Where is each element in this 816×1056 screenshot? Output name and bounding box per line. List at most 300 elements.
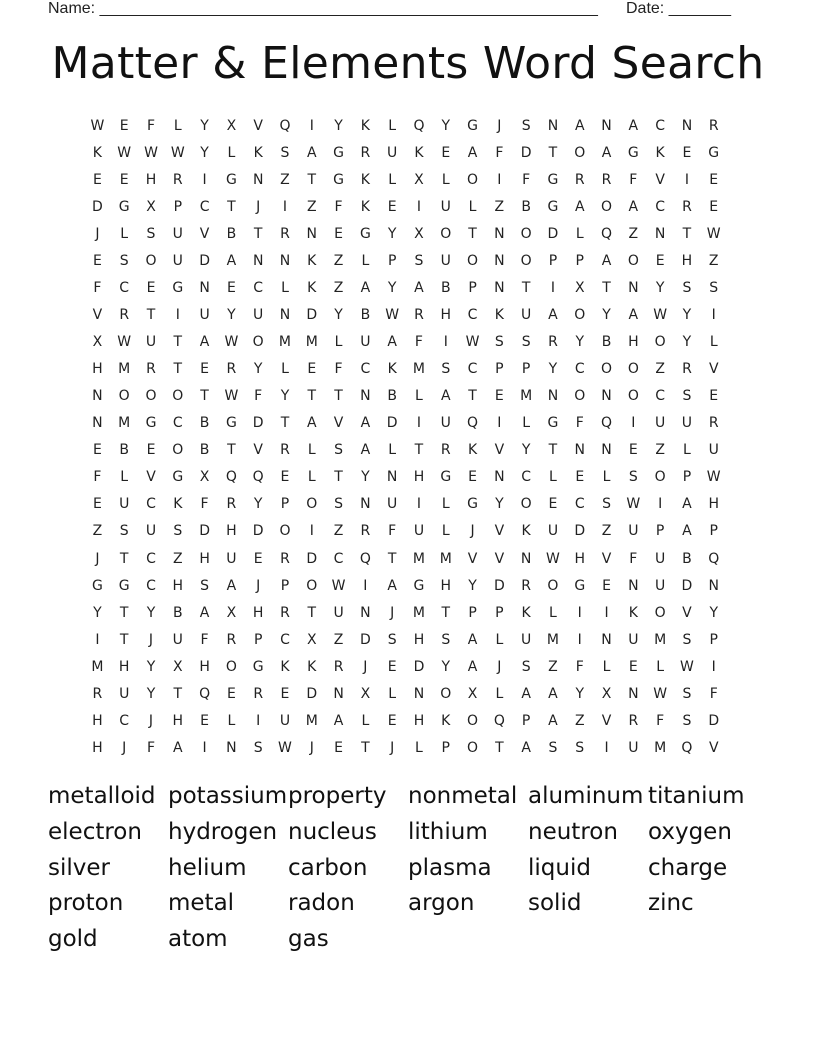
grid-letter[interactable]: N [333,685,344,702]
grid-letter[interactable]: B [601,334,612,351]
grid-letter[interactable]: L [227,712,236,729]
grid-letter[interactable]: O [520,496,532,513]
grid-letter[interactable]: R [119,307,130,324]
grid-letter[interactable]: M [91,658,104,675]
grid-letter[interactable]: P [495,361,504,378]
grid-letter[interactable]: L [388,685,397,702]
grid-letter[interactable]: T [253,226,263,243]
grid-letter[interactable]: I [497,415,502,432]
grid-letter[interactable]: D [252,415,264,432]
grid-letter[interactable]: E [226,280,236,297]
grid-letter[interactable]: E [334,226,343,243]
grid-letter[interactable]: E [682,145,692,162]
grid-letter[interactable]: C [119,712,130,729]
grid-letter[interactable]: N [574,442,585,459]
grid-letter[interactable]: H [172,577,184,594]
grid-letter[interactable]: T [307,388,317,405]
grid-letter[interactable]: W [706,226,721,243]
grid-letter[interactable]: F [93,280,102,297]
grid-letter[interactable]: O [172,442,184,459]
grid-letter[interactable]: E [709,199,719,216]
grid-letter[interactable]: V [708,361,719,378]
grid-letter[interactable]: U [655,550,666,567]
grid-letter[interactable]: O [467,712,479,729]
grid-letter[interactable]: T [468,226,477,243]
grid-letter[interactable]: F [334,199,343,216]
grid-letter[interactable]: M [439,550,452,567]
grid-letter[interactable]: F [495,145,504,162]
grid-letter[interactable]: L [415,739,423,756]
grid-letter[interactable]: A [628,118,639,134]
grid-letter[interactable]: U [119,685,130,702]
grid-letter[interactable]: E [92,496,102,513]
grid-letter[interactable]: P [468,280,477,297]
grid-letter[interactable]: Z [655,361,665,378]
grid-letter[interactable]: S [521,118,531,134]
grid-letter[interactable]: J [390,604,395,621]
grid-letter[interactable]: G [467,496,478,513]
grid-letter[interactable]: Y [200,145,209,162]
grid-letter[interactable]: R [574,172,585,189]
grid-letter[interactable]: I [443,334,448,351]
grid-letter[interactable]: L [549,469,557,486]
grid-letter[interactable]: N [360,604,371,621]
grid-letter[interactable]: T [361,739,370,756]
grid-letter[interactable]: I [604,739,609,756]
grid-letter[interactable]: T [119,604,129,621]
grid-letter[interactable]: I [202,739,207,756]
grid-letter[interactable]: Y [495,496,504,513]
grid-letter[interactable]: Y [361,469,370,486]
grid-letter[interactable]: Y [253,361,263,378]
grid-letter[interactable]: I [658,496,663,513]
grid-letter[interactable]: N [628,577,639,594]
grid-letter[interactable]: H [118,658,130,675]
grid-letter[interactable]: E [468,469,477,486]
grid-letter[interactable]: S [173,523,183,540]
grid-letter[interactable]: E [92,172,102,189]
grid-letter[interactable]: O [520,226,532,243]
grid-letter[interactable]: Z [306,199,317,216]
grid-letter[interactable]: S [709,280,719,297]
grid-letter[interactable]: C [574,361,585,378]
grid-letter[interactable]: L [388,442,397,459]
grid-letter[interactable]: G [145,415,157,432]
grid-letter[interactable]: A [199,604,210,621]
grid-letter[interactable]: T [280,415,290,432]
grid-letter[interactable]: A [226,253,237,270]
grid-letter[interactable]: G [118,199,130,216]
grid-letter[interactable]: A [601,145,612,162]
grid-letter[interactable]: F [629,550,638,567]
grid-letter[interactable]: P [655,523,665,540]
grid-letter[interactable]: U [253,307,264,324]
grid-letter[interactable]: V [655,172,665,189]
grid-letter[interactable]: H [226,523,237,540]
grid-letter[interactable]: B [682,550,692,567]
grid-letter[interactable]: V [92,307,103,324]
grid-letter[interactable]: K [521,523,531,540]
grid-letter[interactable]: O [306,496,318,513]
grid-letter[interactable]: V [708,739,719,756]
grid-letter[interactable]: S [628,469,638,486]
grid-letter[interactable]: A [628,307,639,324]
grid-letter[interactable]: V [199,226,210,243]
grid-letter[interactable]: L [388,118,397,134]
grid-letter[interactable]: D [520,145,532,162]
grid-letter[interactable]: N [252,172,264,189]
grid-letter[interactable]: Q [279,118,291,134]
grid-letter[interactable]: O [467,739,479,756]
grid-letter[interactable]: K [360,172,370,189]
grid-letter[interactable]: B [440,280,451,297]
grid-letter[interactable]: A [387,334,397,351]
grid-letter[interactable]: E [709,388,719,405]
grid-letter[interactable]: V [601,550,612,567]
grid-letter[interactable]: T [227,199,236,216]
grid-letter[interactable]: E [146,280,156,297]
grid-letter[interactable]: U [628,523,639,540]
grid-letter[interactable]: P [441,739,450,756]
grid-letter[interactable]: H [628,334,639,351]
grid-letter[interactable]: X [414,226,424,243]
grid-letter[interactable]: W [680,658,694,675]
grid-letter[interactable]: H [574,550,585,567]
grid-letter[interactable]: U [413,523,425,540]
grid-letter[interactable]: A [467,145,478,162]
grid-letter[interactable]: M [654,739,667,756]
grid-letter[interactable]: O [574,145,586,162]
grid-letter[interactable]: X [467,685,478,702]
grid-letter[interactable]: S [334,442,344,459]
grid-letter[interactable]: G [252,658,264,675]
grid-letter[interactable]: O [252,334,264,351]
grid-letter[interactable]: A [682,523,692,540]
grid-letter[interactable]: Y [441,118,451,134]
grid-letter[interactable]: E [387,199,397,216]
grid-letter[interactable]: L [307,469,316,486]
grid-letter[interactable]: F [93,469,102,486]
grid-letter[interactable]: W [331,577,346,594]
grid-letter[interactable]: L [549,604,557,621]
grid-letter[interactable]: R [172,172,183,189]
grid-letter[interactable]: Y [334,307,343,324]
grid-letter[interactable]: H [440,577,452,594]
grid-letter[interactable]: C [521,469,532,486]
grid-letter[interactable]: T [334,388,343,405]
grid-letter[interactable]: O [574,307,586,324]
grid-letter[interactable]: M [118,361,131,378]
grid-letter[interactable]: E [200,361,210,378]
grid-letter[interactable]: E [441,145,451,162]
grid-letter[interactable]: L [683,442,691,459]
grid-letter[interactable]: R [280,226,290,243]
grid-letter[interactable]: F [522,172,531,189]
grid-letter[interactable]: L [522,415,531,432]
grid-letter[interactable]: Y [280,388,290,405]
grid-letter[interactable]: J [363,658,368,675]
grid-letter[interactable]: Z [333,253,344,270]
grid-letter[interactable]: U [655,415,666,432]
grid-letter[interactable]: T [495,739,504,756]
grid-letter[interactable]: U [440,199,451,216]
grid-letter[interactable]: Y [146,658,156,675]
grid-letter[interactable]: U [628,739,639,756]
grid-letter[interactable]: A [360,415,371,432]
grid-letter[interactable]: T [119,550,129,567]
grid-letter[interactable]: U [547,523,559,540]
grid-letter[interactable]: Y [521,442,531,459]
grid-letter[interactable]: T [548,442,558,459]
grid-letter[interactable]: X [226,118,237,134]
grid-letter[interactable]: H [145,172,157,189]
grid-letter[interactable]: J [497,118,502,134]
grid-letter[interactable]: L [361,712,370,729]
grid-letter[interactable]: I [604,604,609,621]
grid-letter[interactable]: G [627,145,639,162]
grid-letter[interactable]: S [146,226,156,243]
grid-letter[interactable]: A [574,118,585,134]
grid-letter[interactable]: A [306,145,317,162]
grid-letter[interactable]: P [709,523,718,540]
grid-letter[interactable]: I [711,307,716,324]
grid-letter[interactable]: Q [601,415,613,432]
grid-letter[interactable]: A [333,712,344,729]
grid-letter[interactable]: T [441,604,451,621]
grid-letter[interactable]: N [520,550,532,567]
grid-letter[interactable]: L [227,145,236,162]
grid-letter[interactable]: I [416,496,422,513]
grid-letter[interactable]: Q [413,118,425,134]
grid-letter[interactable]: S [521,658,531,675]
grid-letter[interactable]: E [628,658,638,675]
grid-letter[interactable]: K [307,658,317,675]
grid-letter[interactable]: S [441,361,451,378]
grid-letter[interactable]: P [495,604,504,621]
grid-letter[interactable]: H [92,739,103,756]
grid-letter[interactable]: G [91,577,103,594]
grid-letter[interactable]: H [252,604,264,621]
grid-letter[interactable]: M [118,415,131,432]
grid-letter[interactable]: C [146,577,156,594]
grid-letter[interactable]: K [307,280,317,297]
grid-letter[interactable]: G [118,577,130,594]
grid-letter[interactable]: C [146,496,156,513]
grid-letter[interactable]: G [467,118,478,134]
grid-letter[interactable]: L [307,442,316,459]
grid-letter[interactable]: U [387,496,398,513]
grid-letter[interactable]: K [92,145,102,162]
grid-letter[interactable]: W [117,334,132,351]
grid-letter[interactable]: J [497,658,502,675]
grid-letter[interactable]: K [280,658,290,675]
grid-letter[interactable]: H [440,307,452,324]
grid-letter[interactable]: T [307,172,317,189]
grid-letter[interactable]: D [386,415,398,432]
grid-letter[interactable]: N [601,442,612,459]
grid-letter[interactable]: L [602,469,611,486]
grid-letter[interactable]: P [548,253,558,270]
grid-letter[interactable]: N [386,469,398,486]
grid-letter[interactable]: Y [682,334,692,351]
grid-letter[interactable]: L [575,226,584,243]
grid-letter[interactable]: L [709,334,718,351]
grid-letter[interactable]: B [387,388,397,405]
grid-letter[interactable]: X [306,631,317,648]
grid-letter[interactable]: S [200,577,210,594]
grid-letter[interactable]: C [574,496,585,513]
grid-letter[interactable]: Y [387,226,397,243]
grid-letter[interactable]: U [655,577,666,594]
grid-letter[interactable]: G [708,145,720,162]
grid-letter[interactable]: B [199,415,210,432]
grid-letter[interactable]: V [467,550,478,567]
grid-letter[interactable]: I [631,415,636,432]
grid-letter[interactable]: L [495,631,504,648]
grid-letter[interactable]: B [226,226,237,243]
grid-letter[interactable]: S [119,523,129,540]
grid-letter[interactable]: E [146,442,156,459]
grid-letter[interactable]: E [387,712,397,729]
grid-letter[interactable]: O [145,253,157,270]
grid-letter[interactable]: J [309,739,314,756]
grid-letter[interactable]: C [467,361,478,378]
grid-letter[interactable]: Y [548,361,558,378]
grid-letter[interactable]: N [494,253,505,270]
grid-letter[interactable]: T [602,280,611,297]
grid-letter[interactable]: N [279,253,291,270]
grid-letter[interactable]: C [655,199,666,216]
grid-letter[interactable]: Z [574,712,585,729]
grid-letter[interactable]: I [363,577,368,594]
grid-letter[interactable]: E [92,253,102,270]
grid-letter[interactable]: R [682,199,692,216]
grid-letter[interactable]: G [172,469,184,486]
grid-letter[interactable]: A [521,685,531,702]
grid-letter[interactable]: H [92,361,103,378]
grid-letter[interactable]: I [550,280,556,297]
grid-letter[interactable]: M [278,334,292,351]
grid-letter[interactable]: N [628,280,639,297]
grid-letter[interactable]: T [200,388,209,405]
grid-letter[interactable]: F [388,523,397,540]
grid-letter[interactable]: V [333,415,344,432]
grid-letter[interactable]: I [497,172,502,189]
grid-letter[interactable]: E [92,442,102,459]
grid-letter[interactable]: K [441,712,451,729]
grid-letter[interactable]: W [170,145,185,162]
grid-letter[interactable]: N [360,388,371,405]
grid-letter[interactable]: W [224,388,239,405]
grid-letter[interactable]: G [547,172,559,189]
grid-letter[interactable]: D [199,253,210,270]
grid-letter[interactable]: E [307,361,317,378]
grid-letter[interactable]: U [628,631,639,648]
grid-letter[interactable]: J [95,226,100,243]
grid-letter[interactable]: W [278,739,292,756]
grid-letter[interactable]: H [413,469,425,486]
grid-letter[interactable]: L [656,658,665,675]
grid-letter[interactable]: B [119,442,129,459]
grid-letter[interactable]: P [468,604,477,621]
grid-letter[interactable]: W [90,118,105,134]
grid-letter[interactable]: R [682,361,692,378]
grid-letter[interactable]: G [574,577,586,594]
grid-letter[interactable]: E [119,118,129,134]
grid-letter[interactable]: N [199,280,210,297]
grid-letter[interactable]: I [684,172,689,189]
grid-letter[interactable]: D [199,523,210,540]
grid-letter[interactable]: N [226,739,237,756]
grid-letter[interactable]: R [146,361,156,378]
grid-letter[interactable]: O [172,388,184,405]
grid-letter[interactable]: Z [708,253,719,270]
grid-letter[interactable]: T [387,550,397,567]
grid-letter[interactable]: K [494,307,504,324]
grid-letter[interactable]: R [440,442,451,459]
grid-letter[interactable]: Y [602,307,611,324]
grid-letter[interactable]: S [682,685,692,702]
grid-letter[interactable]: J [256,577,261,594]
grid-letter[interactable]: W [626,496,641,513]
grid-letter[interactable]: E [119,172,129,189]
grid-letter[interactable]: X [226,604,237,621]
grid-letter[interactable]: N [494,280,505,297]
grid-letter[interactable]: A [467,658,478,675]
grid-letter[interactable]: K [253,145,263,162]
grid-letter[interactable]: E [709,172,719,189]
grid-letter[interactable]: U [226,550,237,567]
grid-letter[interactable]: Q [199,685,211,702]
grid-letter[interactable]: V [253,118,263,134]
grid-letter[interactable]: K [521,604,531,621]
grid-letter[interactable]: F [200,631,209,648]
grid-letter[interactable]: E [280,685,290,702]
grid-letter[interactable]: M [412,550,425,567]
grid-letter[interactable]: M [305,712,318,729]
grid-letter[interactable]: L [281,280,289,297]
grid-letter[interactable]: W [546,550,560,567]
grid-letter[interactable]: Y [334,118,343,134]
grid-letter[interactable]: T [334,469,343,486]
grid-letter[interactable]: A [574,199,585,216]
grid-letter[interactable]: A [173,739,183,756]
grid-letter[interactable]: S [548,739,558,756]
grid-letter[interactable]: N [92,388,103,405]
grid-letter[interactable]: Q [601,226,613,243]
grid-letter[interactable]: T [414,442,424,459]
grid-letter[interactable]: O [520,253,532,270]
grid-letter[interactable]: R [708,415,719,432]
grid-letter[interactable]: Y [146,604,156,621]
grid-letter[interactable]: P [709,631,718,648]
grid-letter[interactable]: A [199,334,210,351]
grid-letter[interactable]: L [441,172,450,189]
grid-letter[interactable]: C [199,199,210,216]
grid-letter[interactable]: F [629,172,638,189]
grid-letter[interactable]: Q [359,550,371,567]
grid-letter[interactable]: O [547,577,559,594]
grid-letter[interactable]: H [92,712,103,729]
grid-letter[interactable]: I [175,307,180,324]
grid-letter[interactable]: A [521,739,531,756]
grid-letter[interactable]: N [279,307,291,324]
grid-letter[interactable]: U [440,253,451,270]
grid-letter[interactable]: A [601,253,612,270]
grid-letter[interactable]: J [390,739,395,756]
grid-letter[interactable]: O [279,523,291,540]
grid-letter[interactable]: M [654,631,667,648]
